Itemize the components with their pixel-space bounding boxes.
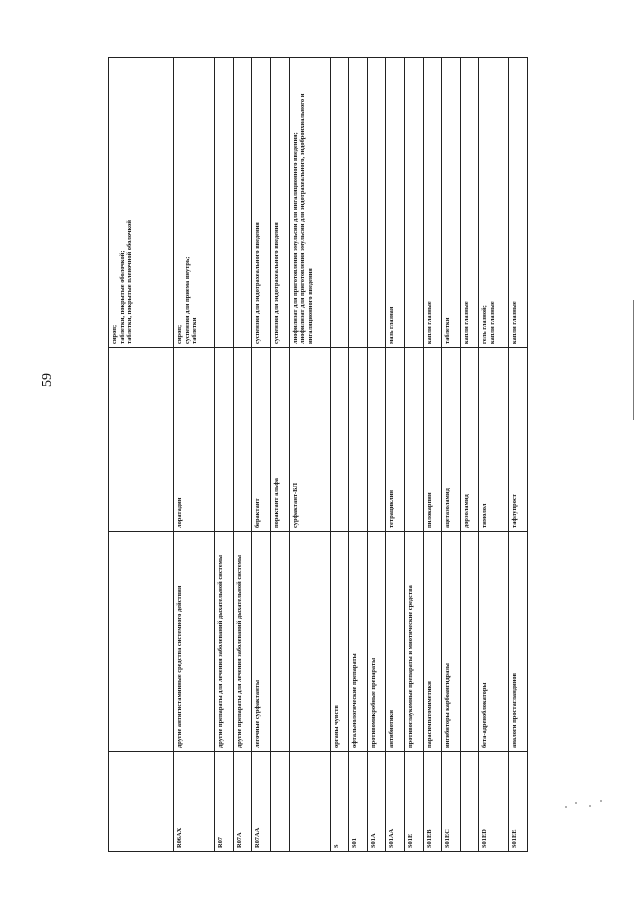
cell-name: легочные сурфактанты [252,532,271,752]
cell-forms [460,58,479,348]
cell-code: S01EE [509,752,528,852]
table-row [349,58,368,852]
cell-code: R07 [215,752,234,852]
cell-code [109,752,174,852]
table-row [215,58,234,852]
cell-inn: тимолол [479,348,509,532]
cell-code [270,752,289,852]
cell-forms [442,58,461,348]
cell-inn: берактант [252,348,271,532]
cell-name [270,532,289,752]
cell-name [460,532,479,752]
drug-table-rotated [108,58,528,852]
cell-inn [367,348,386,532]
cell-name: органы чувств [330,532,349,752]
cell-inn [215,348,234,532]
dosage-form: суспензия для эндотрахеального введения [254,222,262,344]
cell-forms [270,58,289,348]
cell-code: S01A [367,752,386,852]
dosage-form: таблетки [191,317,199,344]
cell-inn: порактант альфа [270,348,289,532]
dosage-form: капли глазные [462,301,470,344]
drug-table-body [109,58,528,852]
cell-name: противоглаукомные препараты и миотические средства [405,532,424,752]
cell-forms [405,58,424,348]
cell-code: R07AA [252,752,271,852]
cell-name: антибиотики [386,532,405,752]
scan-speck [600,800,602,802]
dosage-form: капли глазные [425,301,433,344]
table-row [460,58,479,852]
cell-code [289,752,330,852]
cell-code: S [330,752,349,852]
dosage-form: мазь глазная [388,306,396,344]
cell-code: S01E [405,752,424,852]
cell-code [460,752,479,852]
cell-forms [509,58,528,348]
dosage-form: гель глазной; [481,305,489,344]
cell-forms [367,58,386,348]
cell-inn [349,348,368,532]
table-row [367,58,386,852]
cell-name: парасимпатомиметики [423,532,442,752]
cell-forms [423,58,442,348]
cell-inn [109,348,174,532]
cell-inn: тетрациклин [386,348,405,532]
cell-name [289,532,330,752]
cell-inn: ацетазоламид [442,348,461,532]
dosage-form: сироп; [111,324,118,344]
table-row [174,58,215,852]
dosage-form: суспензия для приема внутрь; [183,256,191,344]
cell-inn [330,348,349,532]
cell-forms [174,58,215,348]
cell-inn: лоратадин [174,348,215,532]
cell-forms [386,58,405,348]
cell-code: S01EC [442,752,461,852]
cell-forms [479,58,509,348]
dosage-form: лиофилизат для приготовления эмульсии для ингаляционного введения; [291,132,299,344]
cell-name: офтальмологические препараты [349,532,368,752]
cell-name [109,532,174,752]
table-row [233,58,252,852]
cell-name: противомикробные препараты [367,532,386,752]
scan-edge-line [633,300,634,420]
cell-forms [349,58,368,348]
table-row [109,58,174,852]
cell-name: другие препараты для лечения заболеваний дыхательной системы [233,532,252,752]
cell-forms [289,58,330,348]
cell-name: другие препараты для лечения заболеваний дыхательной системы [215,532,234,752]
table-row [423,58,442,852]
table-row [386,58,405,852]
cell-forms [109,58,174,348]
cell-inn: дорзоламид [460,348,479,532]
dosage-form: капли глазные [511,301,519,344]
cell-inn [405,348,424,532]
cell-code: R06AX [174,752,215,852]
cell-code: R07A [233,752,252,852]
cell-forms [215,58,234,348]
dosage-form: капли глазные [489,301,497,344]
cell-inn [233,348,252,532]
cell-name: ингибиторы карбоангидразы [442,532,461,752]
dosage-form: таблетки, покрытые оболочкой; [118,250,126,344]
scan-speck [575,802,577,804]
cell-name: бета-адреноблокаторы [479,532,509,752]
table-row [509,58,528,852]
cell-forms [252,58,271,348]
drug-table [108,57,528,852]
dosage-form: суспензия для эндотрахеального введения [272,222,280,344]
table-row [330,58,349,852]
dosage-form: таблетки [444,317,452,344]
table-row [405,58,424,852]
dosage-form: таблетки, покрытые пленочной оболочкой [126,220,134,344]
cell-inn: сурфактант-БЛ [289,348,330,532]
cell-code: S01ED [479,752,509,852]
scan-speck [589,805,591,807]
cell-inn: пилокарпин [423,348,442,532]
scan-speck [565,806,567,808]
cell-code: S01AA [386,752,405,852]
table-row [289,58,330,852]
dosage-form: сироп; [176,324,183,344]
table-row [252,58,271,852]
page-number: 59 [40,373,55,387]
cell-name: другие антигистаминные средства системного действия [174,532,215,752]
dosage-form: лиофилизат для приготовления эмульсии для эндотрахеального, эндобронхиального и ингаляционного введения [299,93,314,344]
cell-inn: тафлупрост [509,348,528,532]
cell-code: S01EB [423,752,442,852]
cell-forms [330,58,349,348]
table-row [442,58,461,852]
table-row [479,58,509,852]
cell-code: S01 [349,752,368,852]
table-row [270,58,289,852]
cell-forms [233,58,252,348]
cell-name: аналоги простагландинов [509,532,528,752]
